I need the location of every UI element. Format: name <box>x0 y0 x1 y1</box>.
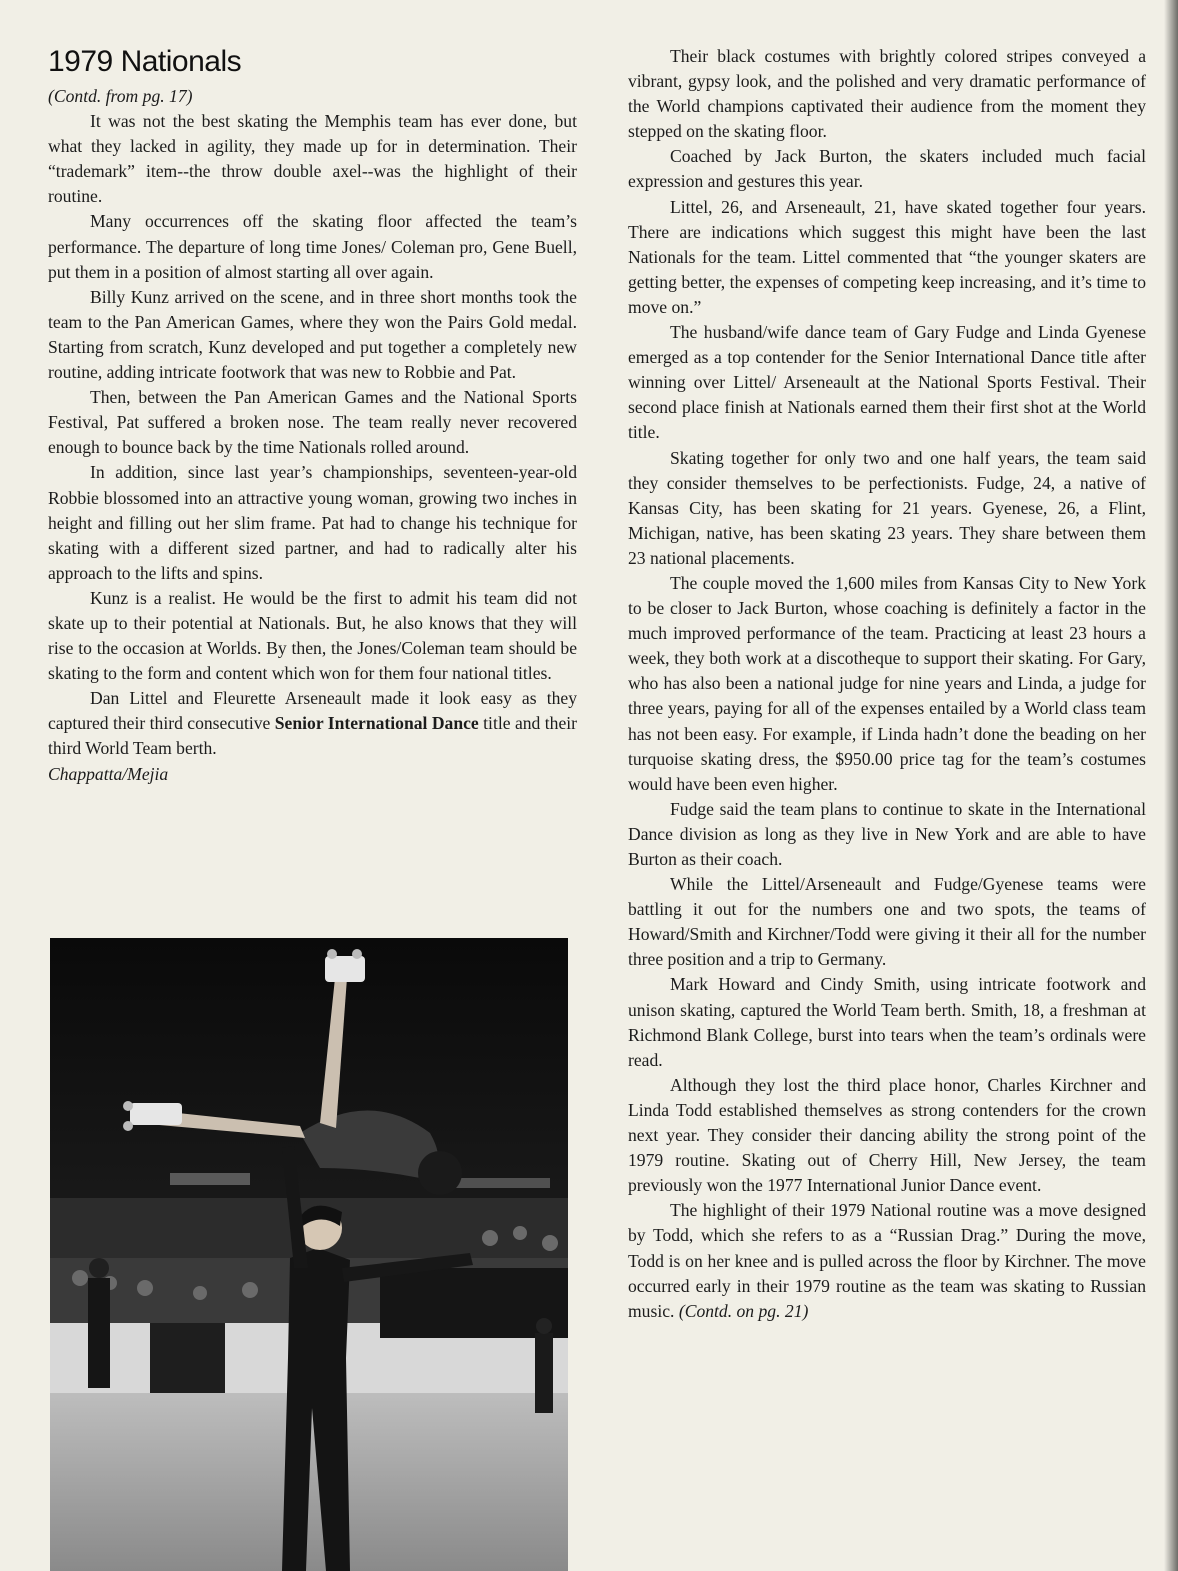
paragraph: Many occurrences off the skating floor affected the team’s performance. The departure of long time Jones/ Coleman pro, Gene Buell, put them in a position of almost starting all over again. <box>48 211 577 282</box>
paragraph-text: The highlight of their 1979 National routine was a move designed by Todd, which she refers to as a “Russian Drag.” During the move, Todd is on her knee and is pulled across the floor by Kirchner. The move occurred early in their 1979 routine as the team was skating to Russian music. <box>628 1200 1146 1321</box>
paragraph-text: Dan Littel and Fleurette Arseneault made it look easy as they captured their third consecutive <box>48 688 577 734</box>
paragraph: Their black costumes with brightly colored stripes conveyed a vibrant, gypsy look, and the polished and very dramatic performance of the World champions captivated their audience from the moment they stepped on the skating floor. <box>628 46 1146 142</box>
left-column <box>48 44 577 787</box>
article-headline: 1979 Nationals <box>48 45 242 78</box>
paragraph: Fudge said the team plans to continue to skate in the International Dance division as long as they live in New York and are able to have Burton as their coach. <box>628 798 1146 869</box>
paragraph: Billy Kunz arrived on the scene, and in three short months took the team to the Pan American Games, where they won the Pairs Gold medal. Starting from scratch, Kunz developed and put together a completely new routine, adding intricate footwork that was new to Robbie and Pat. <box>48 286 577 383</box>
paragraph: The husband/wife dance team of Gary Fudge and Linda Gyenese emerged as a top contender for the Senior International Dance title after winning over Littel/ Arseneault at the National Sports Festival. Their second place finish at Nationals earned them their first shot at the World title. <box>628 322 1146 443</box>
paragraph: While the Littel/Arseneault and Fudge/Gyenese teams were battling it out for the numbers one and two spots, the teams of Howard/Smith and Kirchner/Todd were giving it their all for the number three position and a trip to Germany. <box>628 874 1146 970</box>
paragraph: Skating together for only two and one half years, the team said they consider themselves to be perfectionists. Fudge, 24, a native of Kansas City, has been skating for 21 years. Gyenese, 26, a Flint, Michigan, native, has been skating 23 years. They share between them 23 national placements. <box>628 447 1146 568</box>
paragraph: Littel, 26, and Arseneault, 21, have skated together four years. There are indications which suggest this might have been the last Nationals for the team. Littel commented that “the younger skaters are getting better, the expenses of competing keep increasing, and it’s time to move on.” <box>628 196 1146 317</box>
paragraph: The couple moved the 1,600 miles from Kansas City to New York to be closer to Jack Burton, whose coaching is definitely a factor in the much improved performance of the team. Practicing at least 23 hours a week, they both work at a discotheque to support their skating. For Gary, who has also been a national judge for nine years and Linda, a judge for three years, paying for all of the expenses entailed by a World class team has not been easy. For example, if Linda hadn’t done the beading on her turquoise skating dress, the $950.00 price tag for the team’s costumes would have been even higher. <box>628 572 1146 794</box>
paragraph-last <box>628 1198 1146 1323</box>
photo-credit: Chappatta/Mejia <box>48 763 169 784</box>
continued-on-note: (Contd. on pg. 21) <box>678 1300 809 1321</box>
continued-from-note: (Contd. from pg. 17) <box>48 86 193 106</box>
bold-event-name: Senior International Dance <box>274 713 479 734</box>
paragraph-littel <box>48 686 577 761</box>
paragraph: Mark Howard and Cindy Smith, using intricate footwork and unison skating, captured the World Team berth. Smith, 18, a freshman at Richmond Blank College, burst into tears when the team’s ordinals were read. <box>628 974 1146 1070</box>
paragraph: Coached by Jack Burton, the skaters included much facial expression and gestures this year. <box>628 146 1146 192</box>
paragraph: Kunz is a realist. He would be the first to admit his team did not skate up to their potential at Nationals. But, he also knows that they will rise to the occasion at Worlds. By then, the Jones/Coleman team should be skating to the form and content which won for them four national titles. <box>48 587 577 684</box>
page-edge-shadow <box>1164 0 1178 1571</box>
paragraph: Then, between the Pan American Games and the National Sports Festival, Pat suffered a broken nose. The team really never recovered enough to bounce back by the time Nationals rolled around. <box>48 387 577 458</box>
paragraph: Although they lost the third place honor, Charles Kirchner and Linda Todd established themselves as strong contenders for the crown next year. They consider their dancing ability the strong point of the 1979 routine. Skating out of Cherry Hill, New Jersey, the team previously won the 1977 International Junior Dance event. <box>628 1074 1146 1196</box>
paragraph-text: title and their third World Team berth. <box>48 713 577 759</box>
right-column <box>628 44 1146 1324</box>
paragraph: It was not the best skating the Memphis team has ever done, but what they lacked in agility, they made up for in determination. Their “trademark” item--the throw double axel--was the highlight of their routine. <box>48 111 577 207</box>
skating-pair-photo <box>50 938 568 1571</box>
paragraph: In addition, since last year’s championships, seventeen-year-old Robbie blossomed into an attractive young woman, growing two inches in height and filling out her slim frame. Pat had to change his technique for skating with a different sized partner, and had to radically alter his approach to the lifts and spins. <box>48 462 577 583</box>
